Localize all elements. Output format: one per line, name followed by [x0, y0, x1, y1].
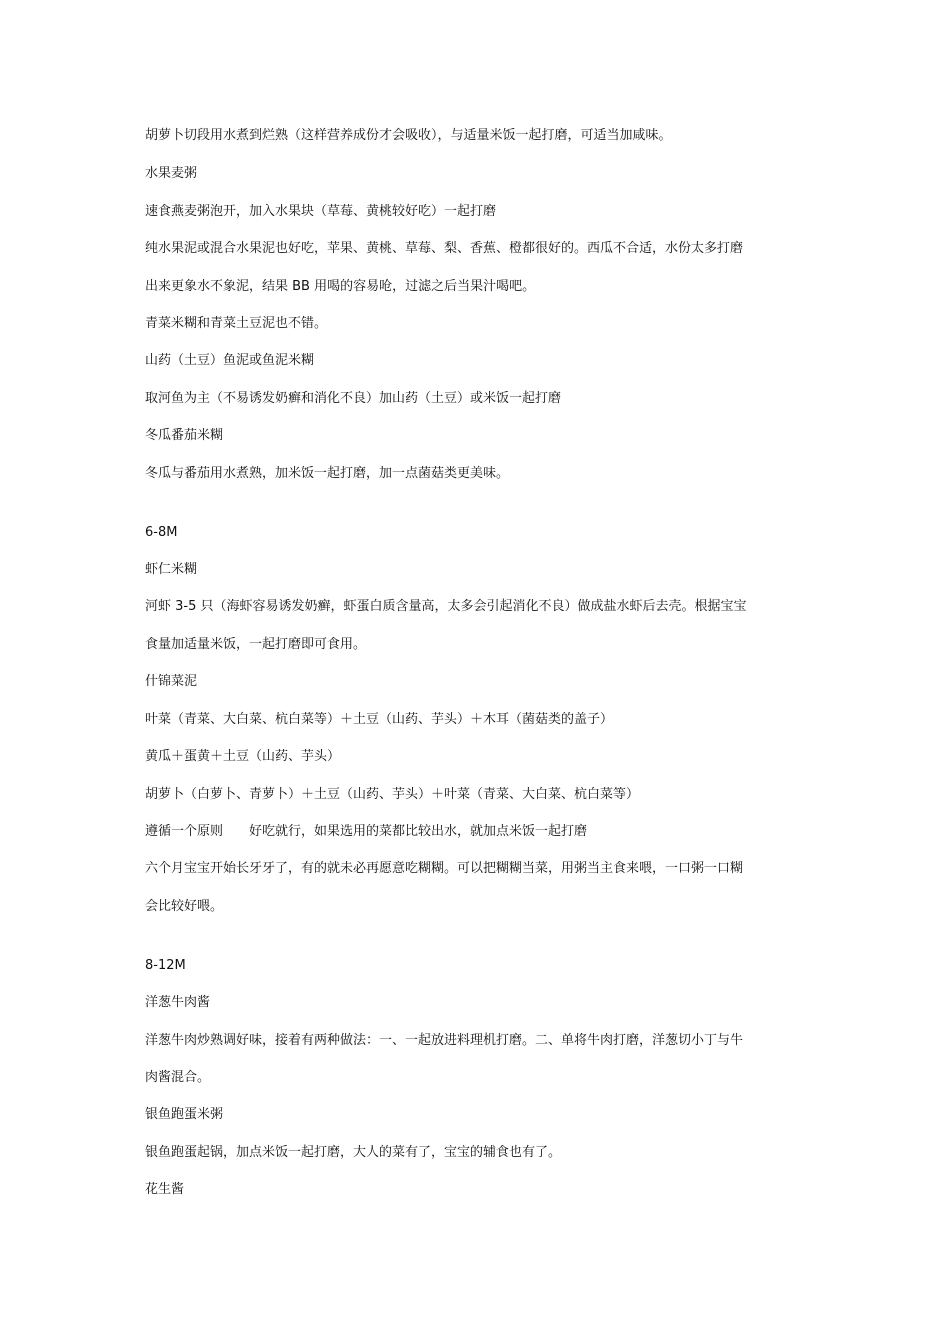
text-line: 冬瓜与番茄用水煮熟，加米饭一起打磨，加一点菌菇类更美味。: [145, 466, 510, 481]
recipe-title: 水果麦粥: [145, 166, 198, 181]
recipe-title: 什锦菜泥: [145, 674, 198, 689]
text-line: 洋葱牛肉炒熟调好味，接着有两种做法：一、一起放进料理机打磨。二、单将牛肉打磨，洋葱切小丁与牛: [145, 1033, 744, 1048]
text-line: 速食燕麦粥泡开，加入水果块（草莓、黄桃较好吃）一起打磨: [145, 204, 497, 219]
text-line: 银鱼跑蛋起锅，加点米饭一起打磨，大人的菜有了，宝宝的辅食也有了。: [145, 1145, 562, 1160]
text-line: 胡萝卜（白萝卜、青萝卜）＋土豆（山药、芋头）＋叶菜（青菜、大白菜、杭白菜等）: [145, 787, 640, 802]
recipe-title: 冬瓜番茄米糊: [145, 428, 224, 443]
text-line: 会比较好喂。: [145, 899, 224, 914]
text-line: 青菜米糊和青菜土豆泥也不错。: [145, 316, 328, 331]
recipe-title: 花生酱: [145, 1182, 185, 1197]
text-line: 黄瓜＋蛋黄＋土豆（山药、芋头）: [145, 749, 341, 764]
recipe-title: 银鱼跑蛋米粥: [145, 1107, 224, 1122]
section-heading: 6-8M: [145, 525, 178, 540]
recipe-title: 洋葱牛肉酱: [145, 995, 211, 1010]
recipe-title: 虾仁米糊: [145, 562, 198, 577]
text-line: 肉酱混合。: [145, 1070, 211, 1085]
text-line: 遵循一个原则 好吃就行，如果选用的菜都比较出水，就加点米饭一起打磨: [145, 824, 588, 839]
text-line: 纯水果泥或混合水果泥也好吃，苹果、黄桃、草莓、梨、香蕉、橙都很好的。西瓜不合适，水份太多打磨: [145, 241, 744, 256]
text-line: 六个月宝宝开始长牙牙了，有的就未必再愿意吃糊糊。可以把糊糊当菜，用粥当主食来喂，一口粥一口糊: [145, 861, 744, 876]
section-heading: 8-12M: [145, 958, 186, 973]
text-line: 取河鱼为主（不易诱发奶癣和消化不良）加山药（土豆）或米饭一起打磨: [145, 391, 562, 406]
text-line: 叶菜（青菜、大白菜、杭白菜等）＋土豆（山药、芋头）＋木耳（菌菇类的盖子）: [145, 712, 614, 727]
text-line: 食量加适量米饭，一起打磨即可食用。: [145, 637, 367, 652]
text-line: 胡萝卜切段用水煮到烂熟（这样营养成份才会吸收），与适量米饭一起打磨，可适当加咸味。: [145, 128, 672, 143]
text-line: 河虾 3-5 只（海虾容易诱发奶癣，虾蛋白质含量高，太多会引起消化不良）做成盐水虾后去壳。根据宝宝: [145, 599, 747, 614]
recipe-title: 山药（土豆）鱼泥或鱼泥米糊: [145, 353, 315, 368]
text-line: 出来更象水不象泥，结果 BB 用喝的容易呛，过滤之后当果汁喝吧。: [145, 279, 536, 294]
